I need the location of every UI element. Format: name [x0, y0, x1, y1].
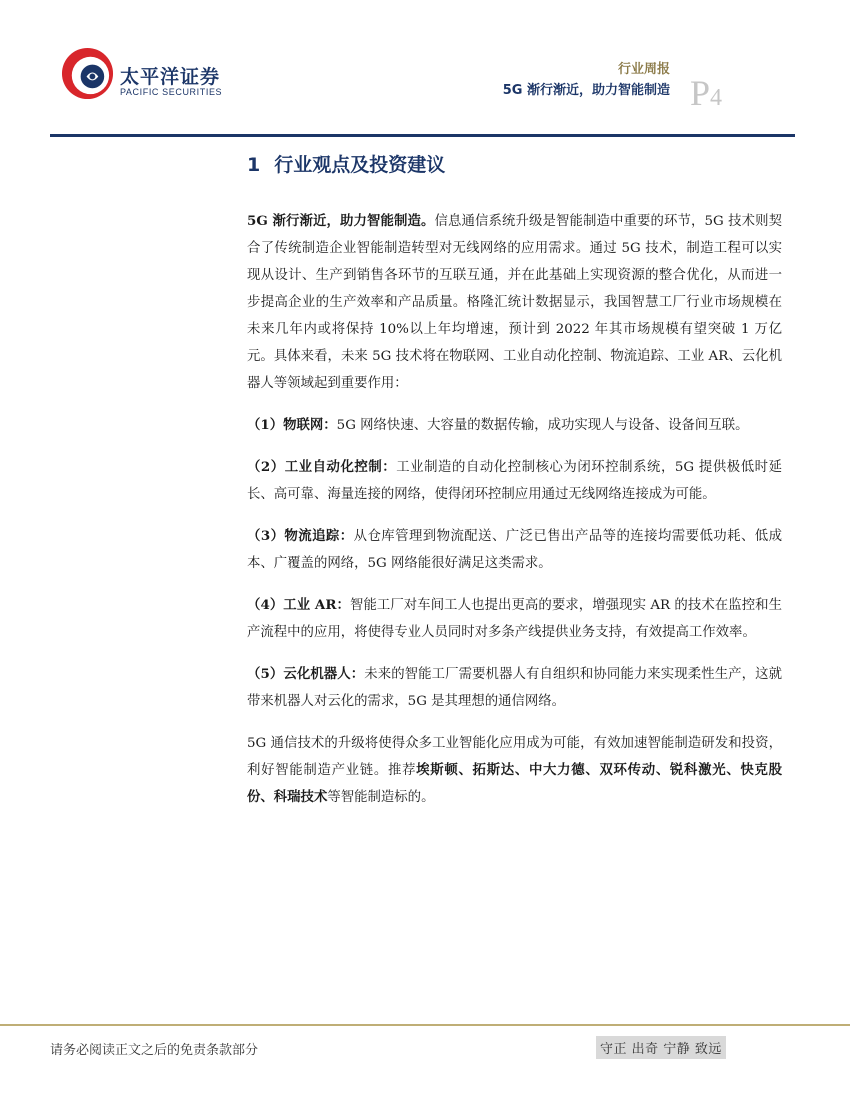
footer-motto: 守正 出奇 宁静 致远: [596, 1036, 726, 1059]
section-heading: 行业观点及投资建议: [274, 154, 446, 176]
paragraph-recommendation: 5G 通信技术的升级将使得众多工业智能化应用成为可能，有效加速智能制造研发和投资，利好智能制造产业链。推荐埃斯顿、拓斯达、中大力德、双环传动、锐科激光、快克股份、科瑞技术等智能制造标的。: [247, 736, 782, 805]
paragraph-automation: （2）工业自动化控制：工业制造的自动化控制核心为闭环控制系统，5G 提供极低时延长、高可靠、海量连接的网络，使得闭环控制应用通过无线网络连接成为可能。: [247, 459, 782, 502]
section-number: 1: [247, 154, 261, 176]
section-title: [247, 150, 445, 177]
paragraph-cloud-robots: （5）云化机器人：未来的智能工厂需要机器人有自组织和协同能力来实现柔性生产，这就带来机器人对云化的需求，5G 是其理想的通信网络。: [247, 666, 783, 709]
pacific-securities-logo-icon: [60, 46, 115, 101]
footer-divider: [0, 1024, 850, 1026]
brand-name-en: PACIFIC SECURITIES: [120, 87, 223, 97]
header-divider: [50, 134, 795, 137]
paragraph-logistics: （3）物流追踪：从仓库管理到物流配送、广泛已售出产品等的连接均需要低功耗、低成本、广覆盖的网络，5G 网络能很好满足这类需求。: [247, 528, 783, 571]
report-title: 5G 渐行渐近，助力智能制造: [502, 83, 670, 98]
paragraph-iot: （1）物联网：5G 网络快速、大容量的数据传输，成功实现人与设备、设备间互联。: [247, 417, 749, 433]
brand-name-cn: 太平洋证券: [120, 66, 221, 88]
recommended-stocks: 埃斯顿、拓斯达、中大力德、双环传动、锐科激光、快克股份、科瑞技术: [247, 762, 782, 805]
paragraph-intro: 5G 渐行渐近，助力智能制造。信息通信系统升级是智能制造中重要的环节，5G 技术则契合了传统制造企业智能制造转型对无线网络的应用需求。通过 5G 技术，制造工程可以实现从设计、生产到销售各环节的互联互通，并在此基础上实现资源的整合优化，从而进一步提高企业的生产效率和产品质量。格隆汇统计数据显示，我国智慧工厂行业市场规模在未来几年内或将保持 10%以上年均增速，预计到 2022 年其市场规模有望突破 1 万亿元。具体来看，未来 5G 技术将在物联网、工业自动化控制、物流追踪、工业 AR、云化机器人等领域起到重要作用：: [247, 213, 782, 391]
body-text: [247, 208, 782, 826]
report-type: 行业周报: [617, 62, 670, 77]
page-number: P4: [690, 73, 723, 113]
footer-disclaimer: 请务必阅读正文之后的免责条款部分: [50, 1043, 259, 1058]
paragraph-industrial-ar: （4）工业 AR：智能工厂对车间工人也提出更高的要求，增强现实 AR 的技术在监控和生产流程中的应用，将使得专业人员同时对多条产线提供业务支持，有效提高工作效率。: [247, 597, 783, 640]
